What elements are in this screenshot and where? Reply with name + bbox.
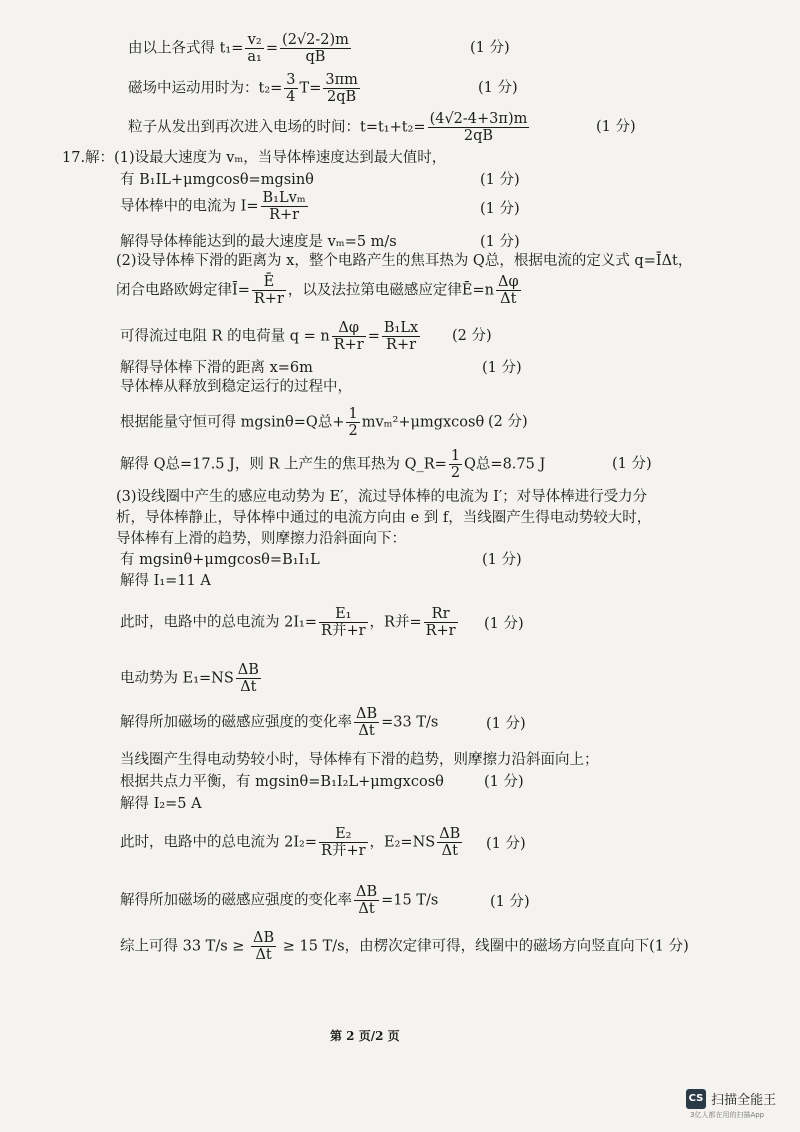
fraction — [354, 884, 379, 917]
score: (2 分) — [452, 328, 492, 344]
line-13 — [120, 406, 484, 439]
scanner-watermark — [686, 1088, 776, 1109]
denominator: Δt — [358, 723, 375, 739]
line-text: 解得所加磁场的磁感应强度的变化率 — [120, 714, 352, 731]
line-text: =33 T/s — [381, 714, 439, 731]
numerator: E₁ — [319, 606, 368, 623]
score: (1 分) — [612, 456, 652, 472]
denominator: qB — [305, 49, 326, 65]
fraction — [437, 826, 462, 859]
score: (1 分) — [480, 201, 520, 217]
line-text: 粒子从发出到再次进入电场的时间：t=t₁+t₂= — [128, 119, 426, 136]
brand-tagline: 3亿人都在用的扫描App — [690, 1111, 765, 1119]
numerator: ΔB — [356, 706, 378, 722]
line-7: 解得导体棒能达到的最大速度是 vₘ=5 m/s — [120, 234, 397, 250]
line-text: 导体棒中的电流为 I= — [120, 198, 259, 215]
line-text: 解得 Q总=17.5 J，则 R 上产生的焦耳热为 Q_R= — [120, 456, 447, 473]
fraction — [332, 320, 366, 353]
line-6 — [120, 190, 310, 223]
line-text: = — [265, 40, 279, 57]
line-text: T= — [299, 80, 322, 97]
line-text: 根据能量守恒可得 mgsinθ=Q总+ — [120, 414, 345, 431]
page-number: 第 2 页/2 页 — [330, 1029, 400, 1043]
line-25: 解得 I₂=5 A — [120, 796, 202, 812]
score: (1 分) — [490, 894, 530, 910]
numerator: Δφ — [332, 320, 366, 337]
denominator: 2qB — [463, 128, 494, 144]
line-5: 有 B₁IL+μmgcosθ=mgsinθ — [120, 172, 314, 188]
numerator: 3πm — [325, 72, 358, 88]
numerator: (4√2-4+3π)m — [429, 111, 528, 127]
score: (1 分) — [484, 616, 524, 632]
line-text: 可得流过电阻 R 的电荷量 q = n — [120, 328, 330, 345]
line-24: 根据共点力平衡，有 mgsinθ=B₁I₂L+μmgxcosθ — [120, 774, 444, 790]
numerator: 1 — [348, 406, 358, 422]
fraction — [428, 111, 530, 144]
line-text: Q总=8.75 J — [464, 456, 546, 473]
fraction — [382, 320, 420, 353]
line-3 — [128, 111, 531, 144]
score: (1 分) — [480, 172, 520, 188]
line-text: 电动势为 E₁=NS — [120, 670, 234, 687]
score: (1 分) — [486, 836, 526, 852]
line-text: =15 T/s — [381, 892, 439, 909]
fraction — [252, 274, 286, 307]
denominator: Δt — [240, 679, 257, 695]
denominator: Δt — [358, 901, 375, 917]
denominator: R并+r — [321, 843, 366, 859]
line-20 — [120, 606, 460, 639]
score: (1 分) — [478, 80, 518, 96]
line-text: mvₘ²+μmgxcosθ — [361, 414, 485, 431]
brand-name: 扫描全能王 — [711, 1093, 777, 1108]
line-text: 此时，电路中的总电流为 2I₁= — [120, 614, 318, 631]
line-text: 磁场中运动用时为：t₂= — [128, 80, 283, 97]
line-9 — [116, 274, 523, 307]
line-12: 导体棒从释放到稳定运行的过程中， — [120, 379, 352, 395]
denominator: R+r — [425, 623, 456, 639]
line-17: 导体棒有上滑的趋势，则摩擦力沿斜面向下： — [116, 531, 406, 547]
numerator: ΔB — [439, 826, 461, 842]
denominator: 2 — [348, 423, 358, 439]
line-4: 17.解：(1)设最大速度为 vₘ，当导体棒速度达到最大值时， — [62, 150, 447, 166]
line-text: ，E₂=NS — [369, 834, 436, 851]
line-14 — [120, 448, 545, 481]
fraction — [323, 72, 360, 105]
numerator: ΔB — [253, 930, 275, 946]
numerator: (2√2-2)m — [282, 32, 349, 48]
fraction — [496, 274, 521, 307]
numerator: B₁Lvₘ — [262, 190, 306, 206]
score: (1 分) — [480, 234, 520, 250]
line-2 — [128, 72, 362, 105]
denominator: Δt — [441, 843, 458, 859]
numerator: 3 — [286, 72, 296, 88]
score: (2 分) — [488, 414, 528, 430]
line-22 — [120, 706, 438, 739]
fraction — [346, 406, 359, 439]
score: (1 分) — [486, 716, 526, 732]
numerator: v₂ — [245, 32, 263, 49]
numerator: B₁Lx — [383, 320, 419, 336]
fraction — [251, 930, 276, 963]
camscanner-logo-icon: CS — [686, 1089, 706, 1109]
line-21 — [120, 662, 263, 695]
line-text: ，R并= — [369, 614, 422, 631]
fraction — [319, 606, 368, 639]
denominator: 4 — [286, 89, 296, 105]
fraction — [449, 448, 462, 481]
score: (1 分) — [470, 40, 510, 56]
denominator: 2qB — [327, 89, 357, 105]
numerator: Ē — [252, 274, 286, 291]
line-1 — [128, 32, 353, 65]
fraction — [424, 606, 458, 639]
line-text: ≥ 15 T/s，由楞次定律可得，线圈中的磁场方向竖直向下(1 分) — [278, 938, 689, 955]
fraction — [354, 706, 379, 739]
line-26 — [120, 826, 464, 859]
fraction — [280, 32, 351, 65]
line-text: 由以上各式得 t₁= — [128, 40, 244, 57]
denominator: 2 — [450, 465, 461, 481]
numerator: ΔB — [237, 662, 259, 678]
line-19: 解得 I₁=11 A — [120, 573, 211, 589]
denominator: R+r — [333, 337, 364, 353]
line-28 — [120, 930, 689, 963]
line-27 — [120, 884, 438, 917]
line-text: 此时，电路中的总电流为 2I₂= — [120, 834, 318, 851]
line-text: ，以及法拉第电磁感应定律Ē=n — [287, 282, 494, 299]
score: (1 分) — [482, 360, 522, 376]
numerator: Rr — [424, 606, 458, 623]
fraction — [245, 32, 263, 65]
fraction — [261, 190, 308, 223]
line-text: 综上可得 33 T/s ≥ — [120, 938, 250, 955]
fraction — [236, 662, 261, 695]
denominator: Δt — [255, 947, 272, 963]
denominator: R+r — [269, 207, 300, 223]
score: (1 分) — [482, 552, 522, 568]
line-15: (3)设线圈中产生的感应电动势为 E′，流过导体棒的电流为 I′；对导体棒进行受力分 — [116, 489, 648, 505]
line-8: (2)设导体棒下滑的距离为 x，整个电路产生的焦耳热为 Q总，根据电流的定义式 q=ĪΔt， — [116, 253, 693, 269]
score: (1 分) — [484, 774, 524, 790]
line-23: 当线圈产生得电动势较小时，导体棒有下滑的趋势，则摩擦力沿斜面向上； — [120, 752, 599, 768]
line-text: 解得所加磁场的磁感应强度的变化率 — [120, 892, 352, 909]
numerator: 1 — [450, 448, 461, 464]
line-text: = — [367, 328, 380, 345]
numerator: Δφ — [497, 274, 519, 290]
denominator: R+r — [386, 337, 417, 353]
numerator: E₂ — [319, 826, 368, 843]
denominator: a₁ — [247, 49, 262, 65]
denominator: Δt — [500, 291, 517, 307]
line-10 — [120, 320, 422, 353]
fraction — [319, 826, 368, 859]
line-18: 有 mgsinθ+μmgcosθ=B₁I₁L — [120, 552, 320, 568]
denominator: R并+r — [321, 623, 366, 639]
score: (1 分) — [596, 119, 636, 135]
line-16: 析，导体棒静止，导体棒中通过的电流方向由 e 到 f，当线圈产生得电动势较大时， — [116, 510, 652, 526]
denominator: R+r — [253, 291, 284, 307]
fraction — [284, 72, 297, 105]
line-11: 解得导体棒下滑的距离 x=6m — [120, 360, 313, 376]
line-text: 闭合电路欧姆定律Ī= — [116, 282, 250, 299]
numerator: ΔB — [356, 884, 378, 900]
